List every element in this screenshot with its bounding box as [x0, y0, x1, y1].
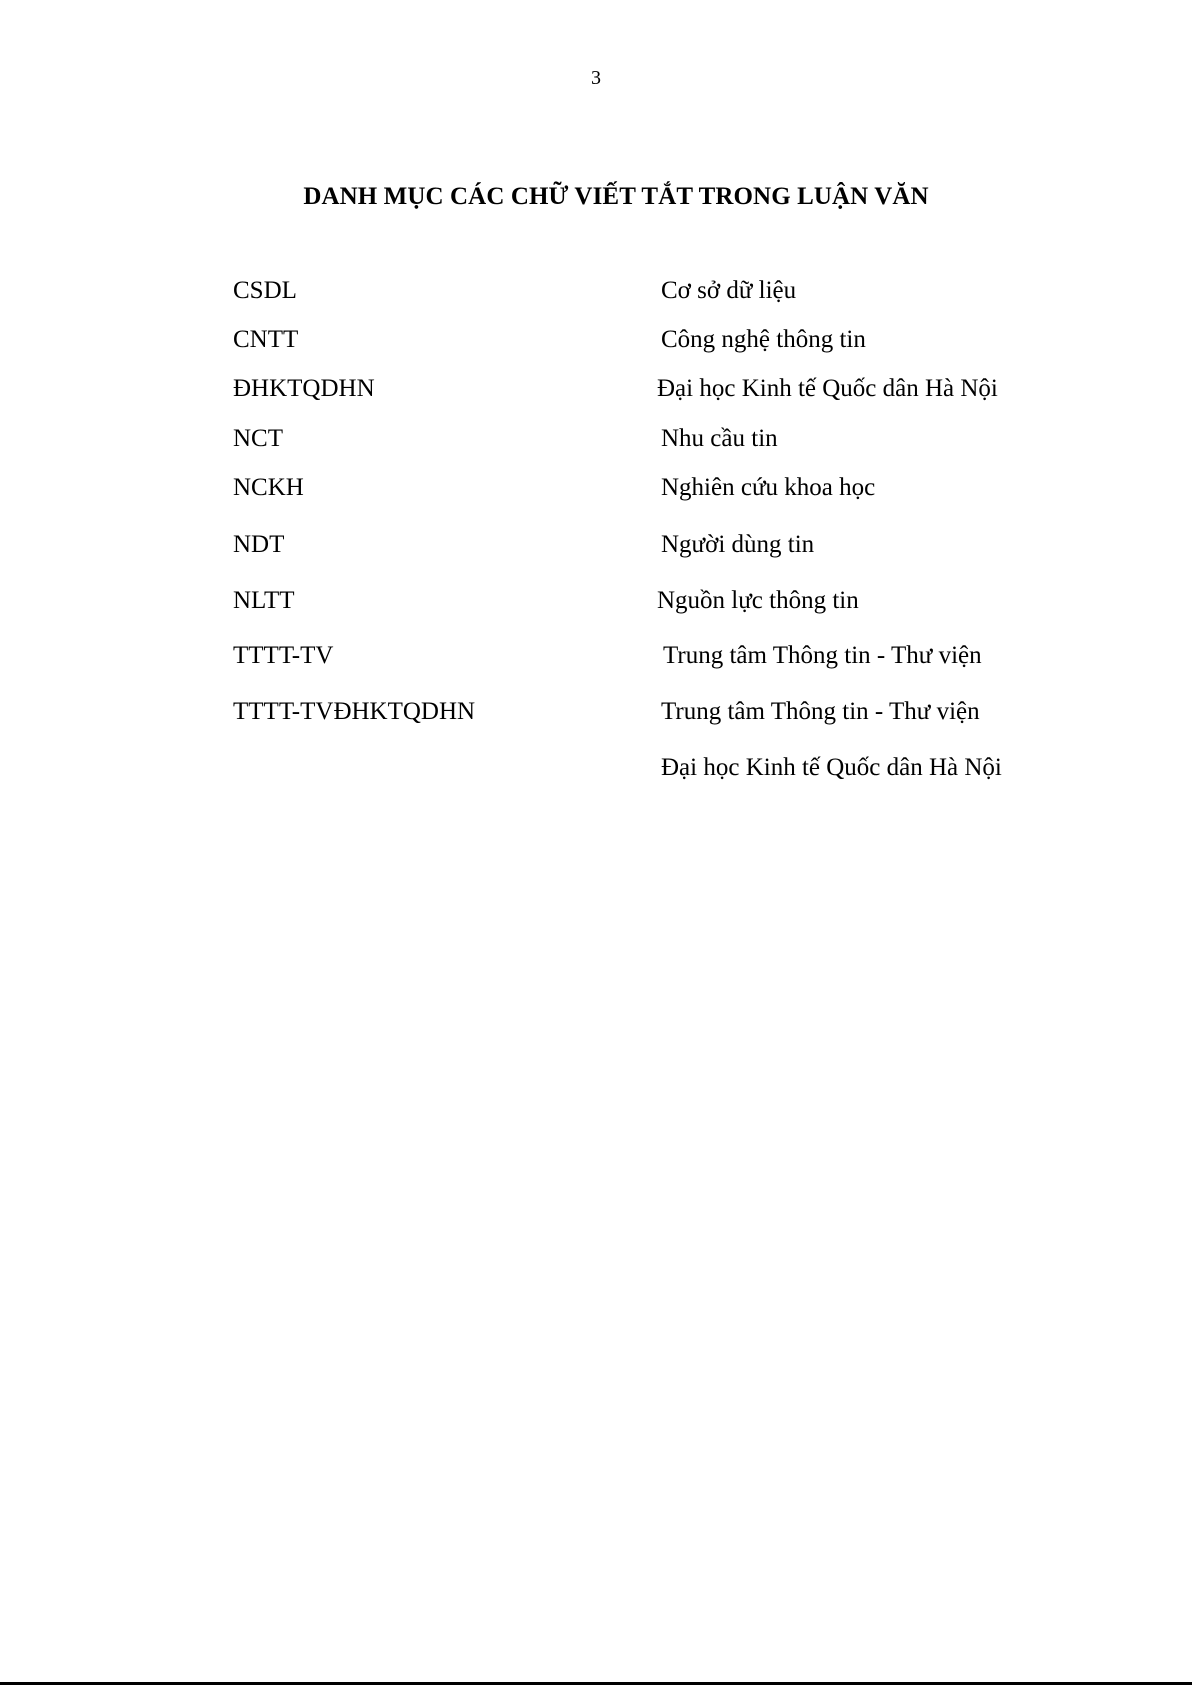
abbreviation-meaning: Nhu cầu tin [661, 425, 778, 452]
abbreviation-row [0, 471, 1192, 505]
abbreviation-meaning: Trung tâm Thông tin - Thư viện [661, 698, 980, 725]
abbreviation-meaning: Công nghệ thông tin [661, 326, 866, 353]
abbreviation-row [0, 695, 1192, 729]
abbreviation-meaning: Cơ sở dữ liệu [661, 277, 797, 304]
abbreviation-term: TTTT-TV [233, 642, 334, 669]
abbreviation-row [0, 528, 1192, 562]
abbreviation-term: NCT [233, 425, 283, 452]
abbreviation-row [0, 584, 1192, 618]
abbreviation-row [0, 323, 1192, 357]
abbreviation-term: NCKH [233, 474, 304, 501]
abbreviation-term: NDT [233, 531, 285, 558]
abbreviation-row [0, 422, 1192, 456]
abbreviation-meaning: Người dùng tin [661, 531, 815, 558]
abbreviation-row [0, 751, 1192, 785]
abbreviation-meaning: Trung tâm Thông tin - Thư viện [663, 642, 982, 669]
abbreviation-term: TTTT-TVĐHKTQDHN [233, 698, 476, 725]
abbreviation-term: NLTT [233, 587, 295, 614]
abbreviation-meaning: Nghiên cứu khoa học [661, 474, 876, 501]
abbreviation-row [0, 274, 1192, 308]
abbreviation-row [0, 639, 1192, 673]
abbreviation-meaning: Nguồn lực thông tin [657, 587, 859, 614]
abbreviation-meaning: Đại học Kinh tế Quốc dân Hà Nội [657, 375, 998, 402]
page-title: DANH MỤC CÁC CHỮ VIẾT TẮT TRONG LUẬN VĂN [303, 183, 929, 210]
abbreviation-term: CSDL [233, 277, 297, 304]
abbreviation-term: ĐHKTQDHN [233, 375, 375, 402]
abbreviation-term: CNTT [233, 326, 299, 353]
page-number: 3 [591, 67, 601, 89]
abbreviation-row [0, 372, 1192, 406]
abbreviation-meaning: Đại học Kinh tế Quốc dân Hà Nội [661, 754, 1002, 781]
